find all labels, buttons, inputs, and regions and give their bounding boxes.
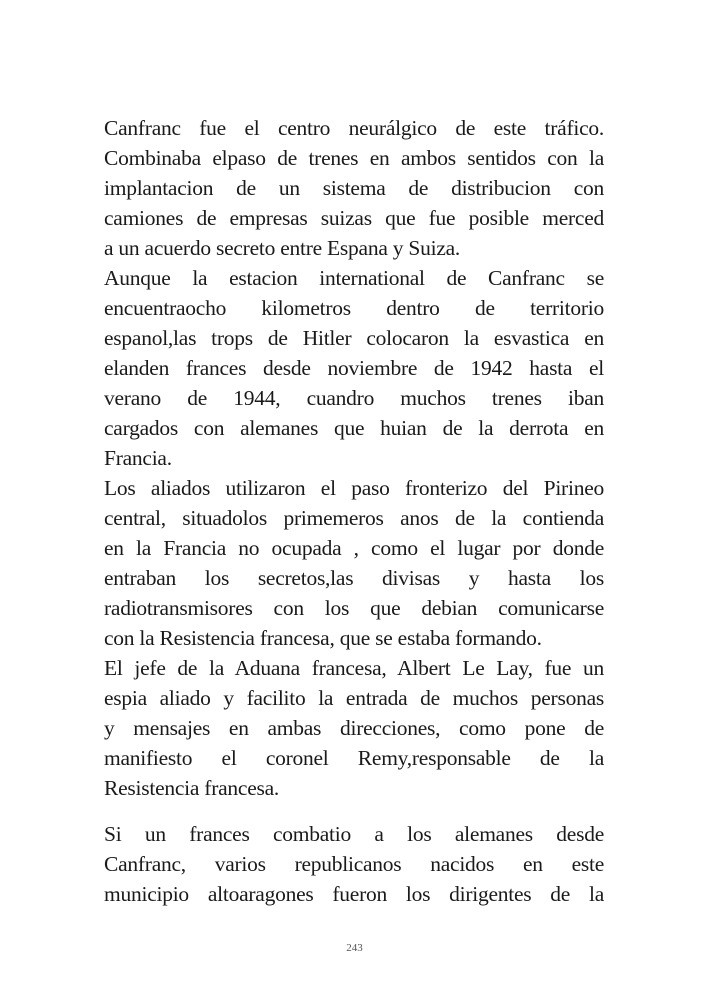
- text-line: Resistencia francesa.: [104, 776, 280, 800]
- text-line: elanden frances desde noviembre de 1942 hasta el: [104, 356, 604, 380]
- text-line: implantacion de un sistema de distribucion con: [104, 176, 604, 200]
- text-line: El jefe de la Aduana francesa, Albert Le Lay, fue un: [104, 656, 604, 680]
- text-line: Los aliados utilizaron el paso fronterizo del Pirineo: [104, 476, 604, 500]
- text-line: Aunque la estacion international de Canfranc se: [104, 266, 604, 290]
- text-line: camiones de empresas suizas que fue posible merced: [104, 206, 604, 230]
- page-number: 243: [346, 942, 363, 954]
- paragraph-3: [104, 473, 604, 653]
- text-line: encuentraocho kilometros dentro de territorio: [104, 296, 604, 320]
- text-line: Canfranc fue el centro neurálgico de este tráfico.: [104, 116, 604, 140]
- text-line: manifiesto el coronel Remy,responsable de la: [104, 746, 604, 770]
- text-line: espia aliado y facilito la entrada de muchos personas: [104, 686, 604, 710]
- text-line: espanol,las trops de Hitler colocaron la esvastica en: [104, 326, 604, 350]
- text-line: con la Resistencia francesa, que se estaba formando.: [104, 626, 542, 650]
- text-line: Canfranc, varios republicanos nacidos en este: [104, 852, 604, 876]
- text-line: en la Francia no ocupada , como el lugar por donde: [104, 536, 604, 560]
- text-line: radiotransmisores con los que debian comunicarse: [104, 596, 604, 620]
- text-line: verano de 1944, cuandro muchos trenes iban: [104, 386, 604, 410]
- paragraph-2: [104, 263, 604, 473]
- text-line: y mensajes en ambas direcciones, como pone de: [104, 716, 604, 740]
- paragraph-spacer: [104, 803, 604, 819]
- text-line: a un acuerdo secreto entre Espana y Suiza.: [104, 236, 461, 260]
- paragraph-5: [104, 819, 604, 909]
- text-line: Francia.: [104, 446, 172, 470]
- paragraph-1: [104, 113, 604, 263]
- text-line: cargados con alemanes que huian de la derrota en: [104, 416, 604, 440]
- paragraph-4: [104, 653, 604, 803]
- text-line: municipio altoaragones fueron los dirigentes de la: [104, 882, 604, 906]
- text-line: Si un frances combatio a los alemanes desde: [104, 822, 604, 846]
- text-line: Combinaba elpaso de trenes en ambos sentidos con la: [104, 146, 604, 170]
- text-line: entraban los secretos,las divisas y hasta los: [104, 566, 604, 590]
- page-body: [104, 113, 604, 909]
- text-line: central, situadolos primemeros anos de la contienda: [104, 506, 604, 530]
